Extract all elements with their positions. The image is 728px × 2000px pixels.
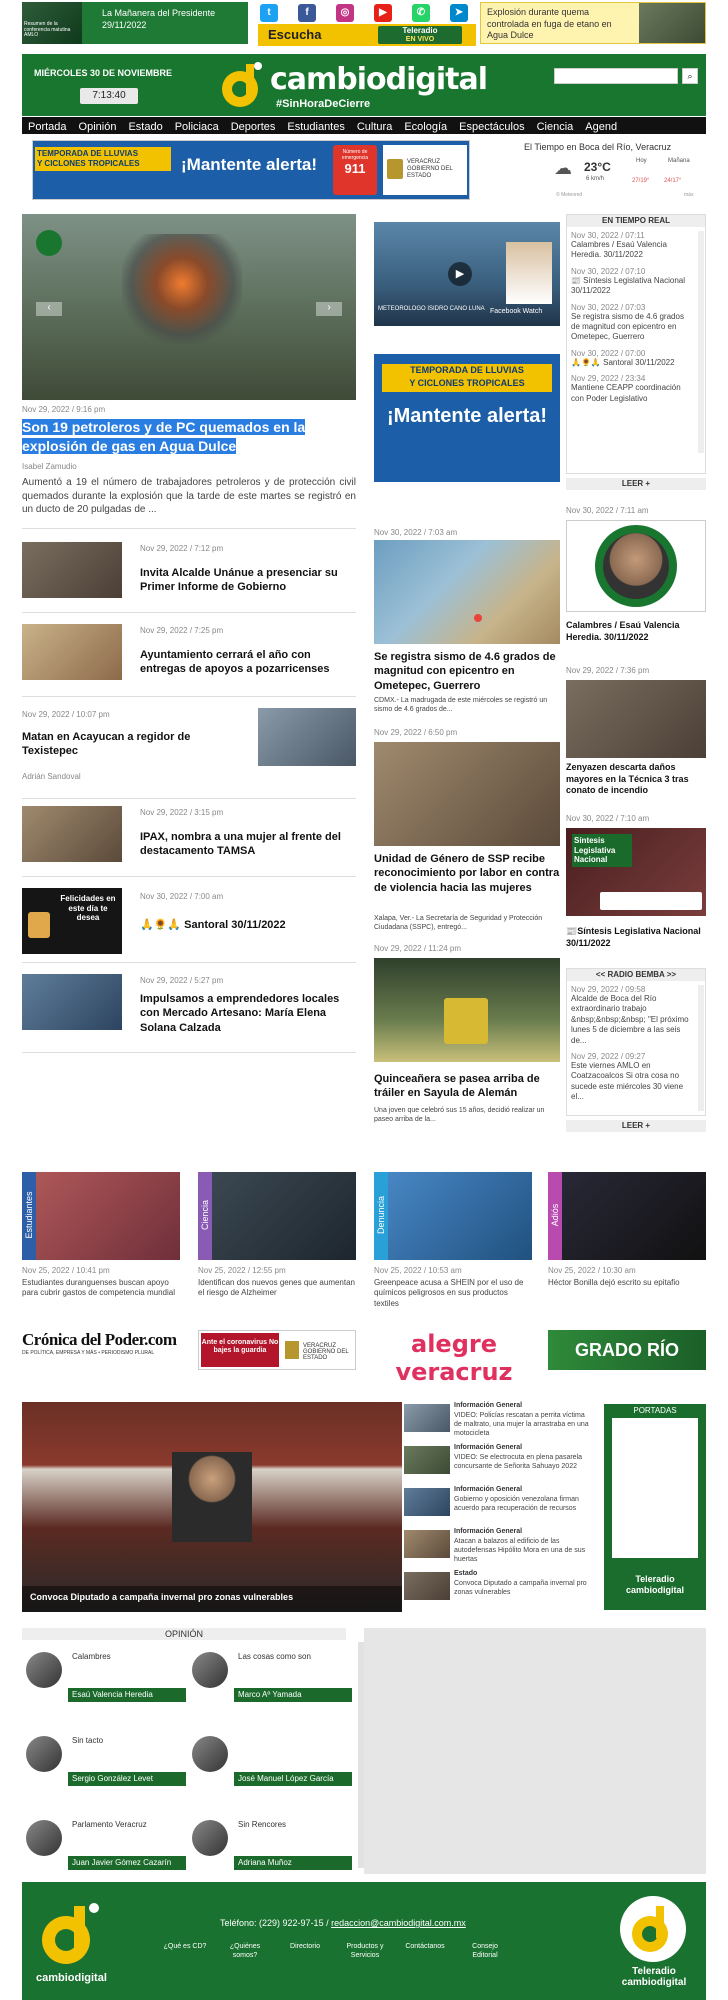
nav-ciencia[interactable]: Ciencia [536, 121, 574, 133]
col-meta: Nov 30, 2022 / 7:11 am [566, 506, 649, 515]
header-date: MIÉRCOLES 30 DE NOVIEMBRE [34, 68, 173, 78]
tiempo-real-box [566, 214, 706, 474]
side-ad-footer [374, 482, 560, 508]
list-item[interactable] [22, 888, 356, 954]
tiempo-real-item[interactable]: Nov 30, 2022 / 07:11 Calambres / Esaú Valencia Heredia. 30/11/2022 [571, 231, 667, 260]
avatar [192, 1820, 228, 1856]
divider [22, 612, 356, 613]
banner-cta: ¡Mantente alerta! [181, 155, 318, 174]
weather-source: © Meteored [556, 192, 583, 198]
footer-phone: Teléfono: (229) 922-97-15 / [220, 1918, 332, 1928]
featured-fire [122, 234, 242, 344]
footer-link[interactable]: ¿Quiénes somos? [229, 1943, 261, 1960]
mexico-map-image[interactable] [374, 540, 560, 644]
nav-policiaca[interactable]: Policiaca [174, 121, 219, 133]
category-meta: Nov 25, 2022 / 10:30 am [548, 1266, 636, 1275]
featured-title[interactable] [22, 418, 356, 456]
opinion-author[interactable]: Juan Javier Gómez Cazarín [68, 1856, 186, 1870]
weather-more-link[interactable]: más [684, 192, 694, 198]
opinion-column: Las cosas como son [238, 1652, 311, 1661]
list-thumb [22, 624, 122, 680]
footer-link[interactable]: Directorio [290, 1943, 320, 1950]
grado-sponsor[interactable]: GRADO RÍO [548, 1330, 706, 1370]
next-arrow-icon[interactable]: › [316, 302, 342, 316]
list-meta: Nov 29, 2022 / 7:25 pm [140, 626, 224, 635]
gallery-text[interactable]: Atacan a balazos al edificio de las autodefensas Hipólito Mora en una de sus huertas [454, 1538, 586, 1564]
avatar [192, 1736, 228, 1772]
mananera-thumb-text: Resumen de la conferencia matutina AMLO [24, 21, 71, 38]
gallery-list-item[interactable] [404, 1402, 594, 1442]
map-pin-icon [474, 614, 482, 622]
list-title[interactable]: Matan en Acayucan a regidor de Texistepec [22, 731, 191, 758]
video-player[interactable] [374, 222, 560, 326]
category-meta: Nov 25, 2022 / 12:55 pm [198, 1266, 286, 1275]
tiempo-real-item[interactable]: Nov 30, 2022 / 07:10 📰 Síntesis Legislativa Nacional 30/11/2022 [571, 266, 686, 296]
mid-excerpt: Una joven que celebró sus 15 años, decidió realizar un paseo arriba de la... [374, 1107, 545, 1124]
opinion-column: Calambres [72, 1652, 111, 1661]
nav-deportes[interactable]: Deportes [230, 121, 276, 133]
gallery-list-item[interactable] [404, 1444, 594, 1484]
list-author: Adrián Sandoval [22, 772, 81, 781]
gallery-cat: Información General [454, 1444, 523, 1451]
avatar [603, 533, 669, 599]
category-title[interactable]: Héctor Bonilla dejó escrito su epitafio [548, 1278, 680, 1287]
cd-badge-icon [36, 230, 62, 256]
weather-today-range: 27/19° [632, 178, 650, 184]
columnist-photo[interactable] [566, 520, 706, 612]
mid-title[interactable]: Quinceañera se pasea arriba de tráiler en Sayula de Alemán [374, 1073, 540, 1100]
whatsapp-icon[interactable]: ✆ [412, 4, 430, 22]
col-title[interactable]: Calambres / Esaú Valencia Heredia. 30/11/2022 [566, 620, 680, 642]
site-header [22, 54, 706, 116]
gallery-cat: Estado [454, 1570, 478, 1577]
video-fb-label: Facebook Watch [490, 308, 543, 315]
mid-excerpt: CDMX.- La madrugada de este miércoles se registró un sismo de 4.6 grados de... [374, 697, 548, 714]
radio-scrollbar[interactable] [698, 985, 704, 1111]
facebook-icon[interactable]: f [298, 4, 316, 22]
banner-gov: VERACRUZ GOBIERNO DEL ESTADO [407, 159, 453, 180]
side-ad-line2: Y CICLONES TROPICALES [409, 378, 525, 388]
teleradio-logo-icon[interactable] [620, 1896, 686, 1962]
footer-logo-icon[interactable] [34, 1898, 104, 1968]
weather-wind: 6 km/h [586, 176, 605, 182]
category-meta: Nov 25, 2022 / 10:53 am [374, 1266, 462, 1275]
category-card-image[interactable] [22, 1172, 180, 1260]
gallery-list [404, 1402, 594, 1612]
opinion-item[interactable] [192, 1736, 342, 1796]
list-title[interactable]: Invita Alcalde Unánue a presenciar su Primer Informe de Gobierno [140, 567, 338, 594]
radio-leer-mas-button[interactable]: LEER + [566, 1120, 706, 1132]
list-thumb [22, 806, 122, 862]
escucha-label: Escucha [268, 27, 322, 42]
sintesis-thumb-text: Síntesis Legislativa Nacional [572, 834, 632, 867]
category-title[interactable]: Greenpeace acusa a SHEIN por el uso de químicos peligrosos en sus productos textiles [374, 1278, 524, 1308]
prev-arrow-icon[interactable]: ‹ [36, 302, 62, 316]
gallery-person [172, 1452, 252, 1542]
banner-line1: TEMPORADA DE LLUVIAS [37, 149, 139, 158]
list-title[interactable]: Ayuntamiento cerrará el año con entregas de apoyos a pozarricenses [140, 649, 330, 676]
nav-ecologia[interactable]: Ecología [404, 121, 448, 133]
search-icon[interactable]: ⌕ [682, 68, 698, 84]
opinion-author[interactable]: Marco Aº Yamada [234, 1688, 352, 1702]
gallery-thumb [404, 1530, 450, 1558]
gallery-text[interactable]: Convoca Diputado a campaña invernal pro zonas vulnerables [454, 1580, 587, 1597]
right-meta: Nov 29, 2022 / 7:36 pm [566, 666, 650, 675]
opinion-author[interactable]: Esaú Valencia Heredia [68, 1688, 186, 1702]
list-meta: Nov 29, 2022 / 7:12 pm [140, 544, 224, 553]
banner-line2: Y CICLONES TROPICALES [37, 158, 140, 168]
nav-espectaculos[interactable]: Espectáculos [459, 121, 525, 133]
list-meta: Nov 30, 2022 / 7:00 am [140, 892, 224, 901]
divider [22, 696, 356, 697]
explosion-ad-thumb [639, 3, 705, 43]
gallery-list-item[interactable] [404, 1486, 594, 1526]
weather-today: Hoy [636, 158, 647, 164]
side-ad-line1: TEMPORADA DE LLUVIAS [410, 365, 524, 375]
truck-shape [444, 998, 488, 1044]
sintesis-image[interactable] [566, 828, 706, 916]
nav-estudiantes[interactable]: Estudiantes [287, 121, 345, 133]
weather-tomorrow-range: 24/17° [664, 178, 682, 184]
opinion-author[interactable]: Sergio González Levet [68, 1772, 186, 1786]
footer-link[interactable]: Productos y Servicios [346, 1943, 384, 1960]
opinion-item[interactable] [192, 1652, 342, 1712]
santoral-thumb [22, 888, 122, 954]
mid-meta: Nov 29, 2022 / 11:24 pm [374, 944, 462, 953]
radio-item[interactable]: Nov 29, 2022 / 09:58 Alcalde de Boca del Río extraordinario trabajo &nbsp;&nbsp;&nbsp; "El próximo lunes 5 de diciembre a las seis de... [571, 985, 689, 1045]
list-thumb [258, 708, 356, 766]
lluvias-side-ad[interactable] [374, 354, 560, 508]
gallery-cat: Información General [454, 1402, 523, 1409]
alegre-sponsor[interactable]: alegre veracruz [395, 1330, 513, 1386]
video-person [506, 242, 552, 304]
gallery-cat: Información General [454, 1486, 523, 1493]
mananera-ad[interactable] [22, 2, 248, 44]
radio-item[interactable]: Nov 29, 2022 / 09:27 Este viernes AMLO en Coatzacoalcos Si otra cosa no sucede este miércoles 30 viene el... [571, 1051, 684, 1102]
mid-title[interactable]: Se registra sismo de 4.6 grados de magnitud con epicentro en Ometepec, Guerrero [374, 651, 556, 692]
nav-agenda[interactable]: Agend [585, 121, 618, 133]
top-strip [0, 0, 728, 52]
en-vivo-label: EN VIVO [405, 36, 435, 43]
lluvias-banner[interactable] [32, 140, 470, 200]
nav-estado[interactable]: Estado [128, 121, 163, 133]
right-title[interactable]: Zenyazen descarta daños mayores en la Técnica 3 tras conato de incendio [566, 762, 689, 796]
radio-bemba-box [566, 968, 706, 1116]
category-tag: Denuncia [376, 1195, 386, 1235]
search-input[interactable] [554, 68, 678, 84]
tiempo-real-item[interactable]: Nov 29, 2022 / 23:34 Mantiene CEAPP coordinación con Poder Legislativo [571, 374, 681, 403]
featured-image[interactable] [22, 214, 356, 400]
footer-link[interactable]: Contáctanos [405, 1943, 445, 1950]
opinion-column: Parlamento Veracruz [72, 1820, 147, 1829]
mid-image[interactable] [374, 958, 560, 1062]
teleradio-footer-text [610, 1966, 698, 1988]
featured-author: Isabel Zamudio [22, 462, 77, 471]
veracruz-shield-icon [387, 159, 403, 179]
cd-mini-logo [600, 892, 702, 910]
video-caption: METEOROLOGO ISIDRO CANO LUNA [378, 306, 485, 312]
weather-widget[interactable] [524, 142, 704, 200]
tiempo-real-scrollbar[interactable] [698, 231, 704, 453]
play-icon[interactable]: ▶ [448, 262, 472, 286]
featured-excerpt: Aumentó a 19 el número de trabajadores petroleros y de protección civil quemados durante la explosión que la tarde de este martes se registró en un ducto de 20 pulgadas de ... [22, 477, 356, 515]
twitter-icon[interactable]: t [260, 4, 278, 22]
gallery-main-image[interactable] [22, 1402, 402, 1612]
gallery-thumb [404, 1572, 450, 1600]
explosion-ad[interactable] [480, 2, 706, 44]
list-title[interactable]: Impulsamos a emprendedores locales con Mercado Artesano: María Elena Solana Calzada [140, 993, 340, 1034]
portada-page [612, 1418, 698, 1558]
gallery-list-item[interactable] [404, 1528, 594, 1568]
radio-list [571, 985, 695, 1103]
coronavirus-text: Ante el coronavirus No bajes la guardia [201, 1333, 279, 1367]
list-title[interactable]: 🙏🌻🙏 Santoral 30/11/2022 [140, 919, 286, 931]
gallery-thumb [404, 1488, 450, 1516]
avatar [26, 1820, 62, 1856]
empty-ad-slot [364, 1628, 706, 1874]
mid-meta: Nov 29, 2022 / 6:50 pm [374, 728, 458, 737]
list-item[interactable] [22, 974, 356, 1046]
list-item[interactable] [22, 708, 356, 788]
tiempo-real-title: EN TIEMPO REAL [567, 215, 705, 227]
opinion-item[interactable] [26, 1652, 176, 1712]
banner-gov-box [383, 145, 467, 195]
escucha-teleradio-banner[interactable] [258, 24, 476, 46]
divider [22, 798, 356, 799]
category-card-image[interactable] [374, 1172, 532, 1260]
opinion-item[interactable] [26, 1736, 176, 1796]
hashtag: #SinHoraDeCierre [276, 98, 371, 110]
category-title[interactable]: Estudiantes duranguenses buscan apoyo para cubrir gastos de competencia mundial [22, 1278, 175, 1298]
nav-opinion[interactable]: Opinión [78, 121, 117, 133]
portadas-title: PORTADAS [633, 1406, 677, 1415]
instagram-icon[interactable]: ◎ [336, 4, 354, 22]
youtube-icon[interactable]: ▶ [374, 4, 392, 22]
teleradio-badge [378, 26, 462, 44]
coronavirus-sponsor[interactable] [198, 1330, 356, 1370]
opinion-item[interactable] [26, 1820, 176, 1880]
gallery-thumb [404, 1404, 450, 1432]
divider [22, 528, 356, 529]
nav-portada[interactable]: Portada [28, 121, 67, 133]
social-icons [252, 2, 476, 24]
leer-mas-button[interactable]: LEER + [566, 478, 706, 490]
divider [22, 876, 356, 877]
category-meta: Nov 25, 2022 / 10:41 pm [22, 1266, 110, 1275]
santoral-thumb-text: Felicidades en este día te desea [60, 894, 116, 923]
banner-num-label: Número de emergencia [341, 149, 369, 161]
divider [22, 1052, 356, 1053]
right-title[interactable]: 📰Síntesis Legislativa Nacional 30/11/2022 [566, 926, 701, 948]
veracruz-shield-icon [285, 1341, 299, 1359]
mid-title[interactable]: Unidad de Género de SSP recibe reconocimiento por labor en contra de violencia hacia las mujeres [374, 853, 560, 894]
mananera-text: La Mañanera del Presidente 29/11/2022 [102, 8, 216, 30]
footer-link[interactable]: Consejo Editorial [472, 1943, 498, 1960]
mid-image[interactable] [374, 742, 560, 846]
list-item[interactable] [22, 806, 356, 866]
cake-icon [28, 912, 50, 938]
right-meta: Nov 30, 2022 / 7:10 am [566, 814, 650, 823]
featured-meta: Nov 29, 2022 / 9:16 pm [22, 405, 106, 414]
opinion-author[interactable]: José Manuel López García [234, 1772, 352, 1786]
divider [22, 962, 356, 963]
list-item[interactable] [22, 542, 356, 602]
mid-excerpt: Xalapa, Ver.- La Secretaría de Seguridad y Protección Ciudadana (SSPC), entregó... [374, 915, 543, 932]
cronica-sponsor[interactable] [22, 1330, 180, 1370]
side-ad-cta: ¡Mantente alerta! [386, 405, 548, 427]
gallery-caption[interactable]: Convoca Diputado a campaña invernal pro zonas vulnerables [30, 1592, 294, 1602]
featured-title-text[interactable]: Son 19 petroleros y de PC quemados en la explosión de gas en Agua Dulce [22, 419, 306, 454]
opinion-column: Sin tacto [72, 1736, 104, 1745]
logo-text[interactable]: cambiodigital [270, 62, 488, 97]
gallery-text[interactable]: VIDEO: Se electrocuta en plena pasarela concursante de Señorita Sahuayo 2022 [454, 1454, 583, 1471]
list-thumb [22, 974, 122, 1030]
list-title[interactable]: IPAX, nombra a una mujer al frente del destacamento TAMSA [140, 831, 341, 858]
teleradio-label: Teleradio [402, 26, 438, 35]
gallery-text[interactable]: Gobierno y oposición venezolana firman acuerdo para recuperación de recursos [454, 1496, 579, 1513]
opinion-box [22, 1628, 346, 1874]
header-clock: 7:13:40 [80, 88, 138, 104]
teleradio-footer-line2: cambiodigital [621, 1977, 687, 1988]
telegram-icon[interactable]: ➤ [450, 4, 468, 22]
gallery-list-item[interactable] [404, 1570, 594, 1610]
right-image[interactable] [566, 680, 706, 758]
weather-tomorrow: Mañana [668, 158, 690, 164]
footer-contact [220, 1918, 466, 1928]
side-ad-title [382, 364, 552, 392]
opinion-column: Sin Rencores [238, 1820, 287, 1829]
portadas-logo: Teleradio cambiodigital [625, 1574, 684, 1595]
gallery-text[interactable]: VIDEO: Policías rescatan a perrita víctima de maltrato, una mujer la arrastraba en una motocicleta [454, 1412, 589, 1438]
gallery-cat: Información General [454, 1528, 523, 1535]
avatar [26, 1736, 62, 1772]
category-tag: Ciencia [200, 1200, 210, 1231]
banner-num: 911 [344, 161, 366, 176]
list-meta: Nov 29, 2022 / 5:27 pm [140, 976, 224, 985]
weather-title: El Tiempo en Boca del Río, Veracruz [524, 142, 672, 152]
tiempo-real-list [571, 231, 695, 404]
list-thumb [22, 542, 122, 598]
main-nav [22, 117, 706, 134]
category-tag: Estudiantes [24, 1191, 34, 1239]
footer-link[interactable]: ¿Qué es CD? [163, 1943, 207, 1950]
footer-email-link[interactable]: redaccion@cambiodigital.com.mx [331, 1918, 466, 1928]
radio-bemba-title: << RADIO BEMBA >> [567, 969, 705, 981]
category-card-image[interactable] [548, 1172, 706, 1260]
list-meta: Nov 29, 2022 / 10:07 pm [22, 710, 110, 719]
category-tag: Adiós [550, 1203, 560, 1227]
list-item[interactable] [22, 624, 356, 684]
opinion-author[interactable]: Adriana Muñoz [234, 1856, 352, 1870]
banner-911-box [333, 145, 377, 195]
tiempo-real-item[interactable]: Nov 30, 2022 / 07:00 🙏🌻🙏 Santoral 30/11/2022 [571, 348, 675, 367]
sponsor-gov: VERACRUZ GOBIERNO DEL ESTADO [303, 1343, 349, 1361]
cronica-sub: DE POLÍTICA, EMPRESA Y MÁS • PERIODISMO PLURAL [22, 1350, 155, 1356]
cronica-logo: Crónica del Poder.com [22, 1330, 177, 1349]
opinion-title: OPINIÓN [22, 1628, 346, 1640]
logo-mark-icon[interactable] [220, 60, 264, 110]
nav-cultura[interactable]: Cultura [356, 121, 393, 133]
tiempo-real-item[interactable]: Nov 30, 2022 / 07:03 Se registra sismo de 4.6 grados de magnitud con epicentro en Ometepec, Guerrero [571, 302, 684, 342]
gallery-thumb [404, 1446, 450, 1474]
mid-meta: Nov 30, 2022 / 7:03 am [374, 528, 458, 537]
teleradio-footer-line1: Teleradio [632, 1966, 676, 1977]
cloud-sun-icon: ☁ [554, 158, 572, 178]
weather-temp: 23°C [584, 160, 611, 174]
avatar [192, 1652, 228, 1688]
category-card-image[interactable] [198, 1172, 356, 1260]
footer-logo-text: cambiodigital [36, 1972, 107, 1984]
list-meta: Nov 29, 2022 / 3:15 pm [140, 808, 224, 817]
explosion-ad-text: Explosión durante quema controlada en fuga de etano en Agua Dulce [487, 7, 612, 41]
site-footer [22, 1882, 706, 2000]
opinion-item[interactable] [192, 1820, 342, 1880]
category-title[interactable]: Identifican dos nuevos genes que aumentan el riesgo de Alzheimer [198, 1278, 356, 1298]
portadas-box[interactable] [604, 1404, 706, 1610]
banner-title [35, 147, 171, 171]
avatar [26, 1652, 62, 1688]
